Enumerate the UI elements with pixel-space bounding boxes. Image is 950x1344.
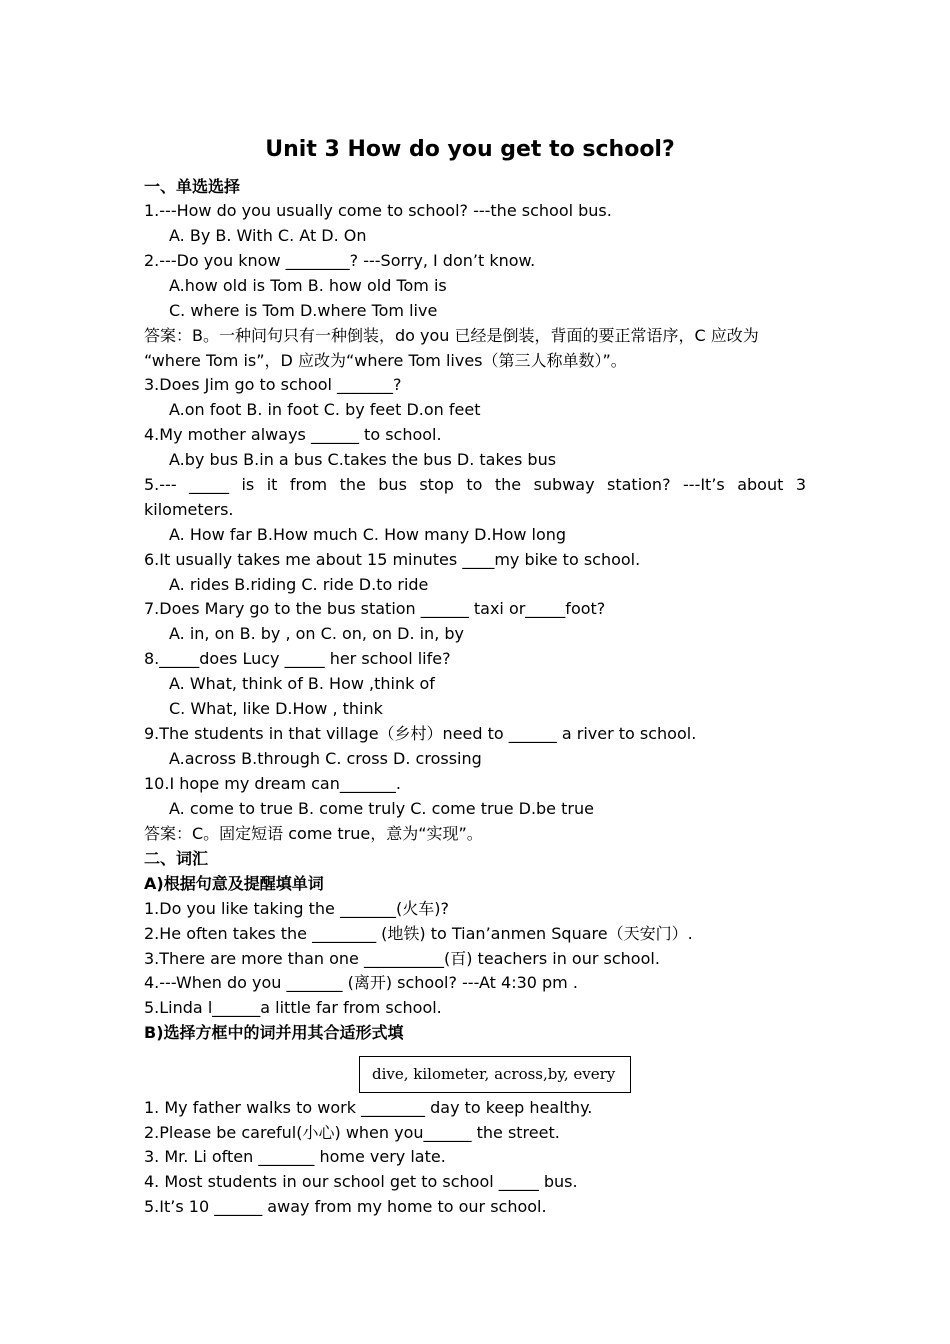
question-2-options-cd: C. where is Tom D.where Tom live	[169, 301, 438, 320]
question-10-options: A. come to true B. come truly C. come true D.be true	[169, 799, 594, 818]
question-2-stem: 2.---Do you know ________? ---Sorry, I don’t know.	[144, 251, 536, 270]
question-4-stem: 4.My mother always ______ to school.	[144, 425, 442, 444]
part-b-item: 1. My father walks to work ________ day to keep healthy.	[144, 1098, 593, 1117]
question-3-stem: 3.Does Jim go to school _______?	[144, 375, 402, 394]
answer-2-line-2: “where Tom is”，D 应改为“where Tom lives（第三人称单数）”。	[144, 351, 627, 370]
question-8-options-ab: A. What, think of B. How ,think of	[169, 674, 435, 693]
part-b-item: 3. Mr. Li often _______ home very late.	[144, 1147, 446, 1166]
part-b-item: 4. Most students in our school get to school _____ bus.	[144, 1172, 578, 1191]
question-3-options: A.on foot B. in foot C. by feet D.on feet	[169, 400, 481, 419]
part-b-item: 2.Please be careful(小心) when you______ the street.	[144, 1123, 560, 1142]
part-a-item: 5.Linda l______a little far from school.	[144, 998, 442, 1017]
part-b-item: 5.It’s 10 ______ away from my home to our school.	[144, 1197, 547, 1216]
question-4-options: A.by bus B.in a bus C.takes the bus D. takes bus	[169, 450, 557, 469]
section-heading-choice: 一、单选选择	[144, 177, 241, 196]
question-5-stem-line-2: kilometers.	[144, 500, 234, 519]
question-6-options: A. rides B.riding C. ride D.to ride	[169, 575, 429, 594]
question-9-options: A.across B.through C. cross D. crossing	[169, 749, 482, 768]
part-b-heading: B)选择方框中的词并用其合适形式填	[144, 1023, 404, 1042]
question-5-stem-line-1: 5.--- _____ is it from the bus stop to the subway station? ---It’s about 3	[144, 475, 806, 494]
part-a-heading: A)根据句意及提醒填单词	[144, 874, 324, 893]
answer-10: 答案：C。固定短语 come true，意为“实现”。	[144, 824, 483, 843]
question-10-stem: 10.I hope my dream can_______.	[144, 774, 401, 793]
page-title: Unit 3 How do you get to school?	[265, 137, 675, 162]
word-box-text: dive, kilometer, across,by, every	[372, 1065, 616, 1083]
answer-2-line-1: 答案：B。一种问句只有一种倒装，do you 已经是倒装，背面的要正常语序，C 应改为	[144, 326, 759, 345]
section-heading-vocabulary: 二、词汇	[144, 849, 209, 868]
question-8-options-cd: C. What, like D.How , think	[169, 699, 383, 718]
question-7-stem: 7.Does Mary go to the bus station ______ taxi or_____foot?	[144, 599, 606, 618]
question-7-options: A. in, on B. by , on C. on, on D. in, by	[169, 624, 464, 643]
question-1-options: A. By B. With C. At D. On	[169, 226, 367, 245]
part-a-item: 1.Do you like taking the _______(火车)?	[144, 899, 449, 918]
question-1-stem: 1.---How do you usually come to school? ---the school bus.	[144, 201, 612, 220]
question-5-options: A. How far B.How much C. How many D.How long	[169, 525, 567, 544]
part-a-item: 2.He often takes the ________ (地铁) to Tian’anmen Square（天安门）.	[144, 924, 693, 943]
question-9-stem: 9.The students in that village（乡村）need to ______ a river to school.	[144, 724, 697, 743]
question-6-stem: 6.It usually takes me about 15 minutes ____my bike to school.	[144, 550, 641, 569]
word-box	[359, 1056, 631, 1093]
question-2-options-ab: A.how old is Tom B. how old Tom is	[169, 276, 447, 295]
part-a-item: 3.There are more than one __________(百) teachers in our school.	[144, 949, 660, 968]
question-8-stem: 8._____does Lucy _____ her school life?	[144, 649, 451, 668]
part-a-item: 4.---When do you _______ (离开) school? ---At 4:30 pm .	[144, 973, 578, 992]
